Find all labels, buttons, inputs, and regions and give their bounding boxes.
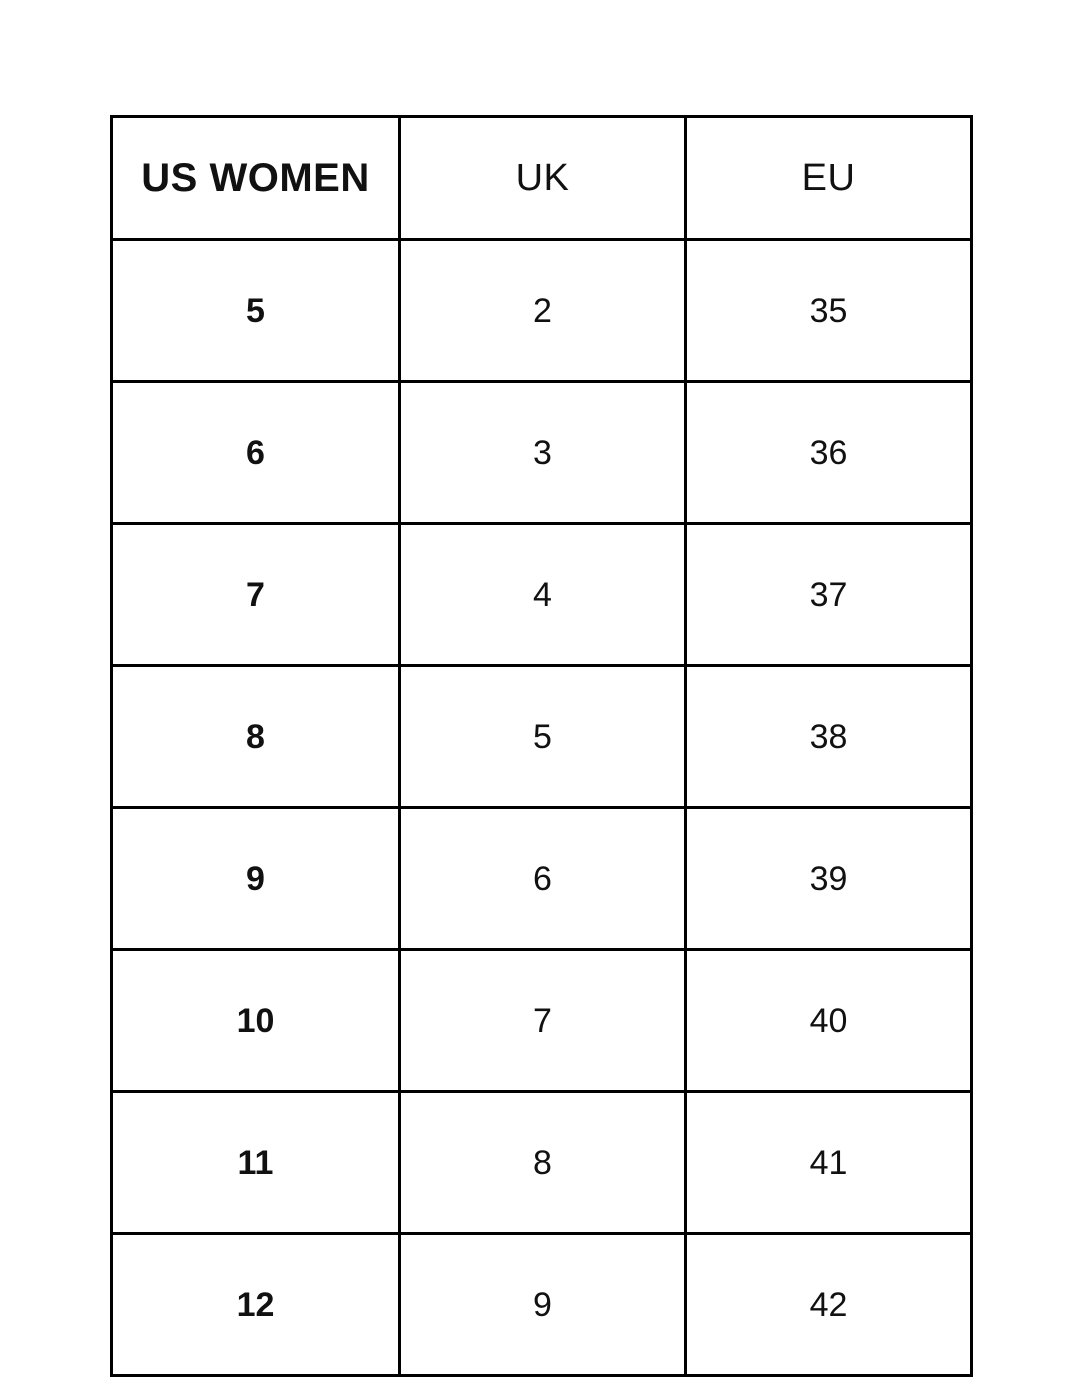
table-row: [112, 1234, 972, 1376]
cell-eu-size: 42: [686, 1234, 972, 1376]
table-row: [112, 666, 972, 808]
cell-eu-size: 36: [686, 382, 972, 524]
table-header-row: [112, 117, 972, 240]
cell-eu-size: 41: [686, 1092, 972, 1234]
cell-eu-size: 39: [686, 808, 972, 950]
table-row: [112, 524, 972, 666]
table-row: [112, 950, 972, 1092]
cell-us-size: 9: [112, 808, 400, 950]
cell-uk-size: 3: [400, 382, 686, 524]
cell-us-size: 5: [112, 240, 400, 382]
cell-eu-size: 38: [686, 666, 972, 808]
cell-uk-size: 5: [400, 666, 686, 808]
cell-uk-size: 4: [400, 524, 686, 666]
cell-uk-size: 8: [400, 1092, 686, 1234]
cell-eu-size: 40: [686, 950, 972, 1092]
cell-uk-size: 7: [400, 950, 686, 1092]
table-row: [112, 808, 972, 950]
cell-eu-size: 35: [686, 240, 972, 382]
cell-us-size: 7: [112, 524, 400, 666]
table-row: [112, 382, 972, 524]
table-header: [112, 117, 972, 240]
cell-us-size: 11: [112, 1092, 400, 1234]
cell-uk-size: 6: [400, 808, 686, 950]
size-chart-container: [110, 115, 970, 1377]
cell-us-size: 6: [112, 382, 400, 524]
column-header-us-women: US WOMEN: [112, 117, 400, 240]
table-row: [112, 240, 972, 382]
table-row: [112, 1092, 972, 1234]
cell-eu-size: 37: [686, 524, 972, 666]
column-header-uk: UK: [400, 117, 686, 240]
size-conversion-table: [110, 115, 973, 1377]
column-header-eu: EU: [686, 117, 972, 240]
cell-us-size: 10: [112, 950, 400, 1092]
table-body: [112, 240, 972, 1376]
cell-uk-size: 2: [400, 240, 686, 382]
cell-us-size: 8: [112, 666, 400, 808]
cell-us-size: 12: [112, 1234, 400, 1376]
cell-uk-size: 9: [400, 1234, 686, 1376]
